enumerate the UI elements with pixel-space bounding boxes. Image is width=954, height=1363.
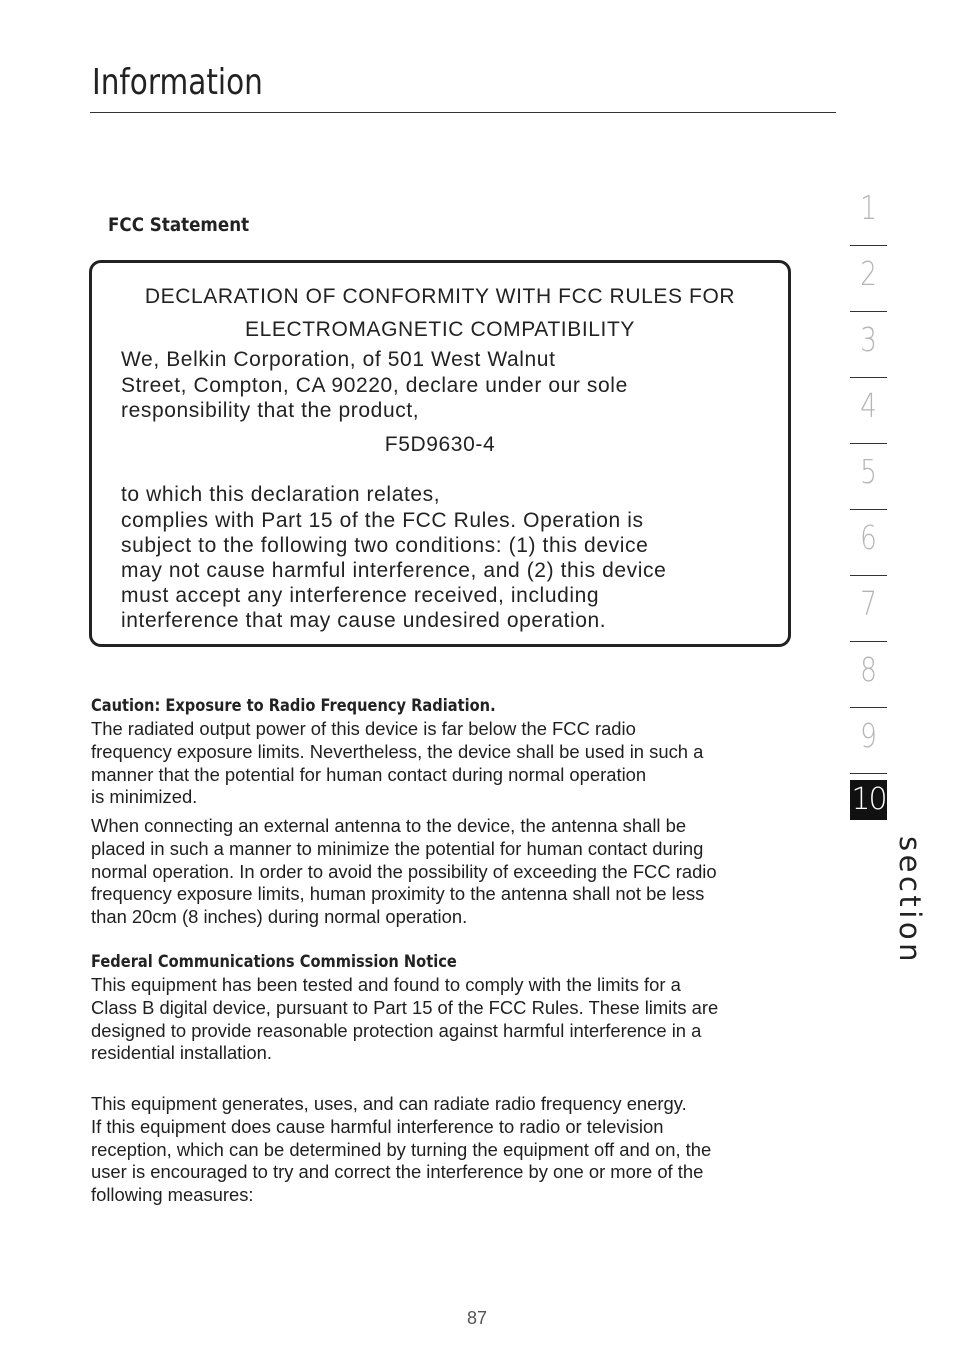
section-tab-number: 4 bbox=[860, 386, 877, 425]
paragraph-line: This equipment has been tested and found to comply with the limits for a bbox=[91, 974, 681, 995]
page-title: Information bbox=[92, 62, 263, 103]
declaration-compliance-line-6: interference that may cause undesired operation. bbox=[121, 609, 607, 632]
paragraph-line: Class B digital device, pursuant to Part 15 of the FCC Rules. These limits are bbox=[91, 996, 719, 1018]
paragraph-line: frequency exposure limits, human proximity to the antenna shall not be less bbox=[91, 883, 705, 905]
paragraph-line: If this equipment does cause harmful interference to radio or television bbox=[91, 1115, 664, 1137]
declaration-heading-line-2: ELECTROMAGNETIC COMPATIBILITY bbox=[245, 318, 635, 341]
section-tab-number: 9 bbox=[860, 716, 877, 755]
section-tab-number: 5 bbox=[860, 452, 877, 491]
declaration-compliance-line-5: must accept any interference received, including bbox=[121, 584, 600, 607]
paragraph-line: user is encouraged to try and correct the interference by one or more of the bbox=[91, 1161, 704, 1183]
declaration-compliance-line-1: to which this declaration relates, bbox=[121, 483, 441, 506]
paragraph-line: This equipment generates, uses, and can radiate radio frequency energy. bbox=[91, 1093, 687, 1114]
fcc-notice-heading: Federal Communications Commission Notice bbox=[91, 952, 457, 972]
declaration-box bbox=[89, 260, 791, 647]
paragraph-line: reception, which can be determined by turning the equipment off and on, the bbox=[91, 1138, 712, 1160]
paragraph-line: than 20cm (8 inches) during normal operation. bbox=[91, 906, 468, 928]
fcc-statement-heading: FCC Statement bbox=[108, 214, 250, 236]
section-tab-10-active[interactable] bbox=[850, 774, 887, 840]
title-rule bbox=[90, 112, 836, 113]
paragraph-line: following measures: bbox=[91, 1184, 254, 1206]
page-number: 87 bbox=[466, 1308, 488, 1328]
section-tab-4[interactable] bbox=[850, 378, 887, 444]
section-tab-number: 7 bbox=[860, 584, 877, 623]
fcc-notice-paragraph-1 bbox=[91, 974, 801, 1065]
declaration-compliance-line-4: may not cause harmful interference, and (2) this device bbox=[121, 559, 667, 582]
section-tab-7[interactable] bbox=[850, 576, 887, 642]
caution-heading: Caution: Exposure to Radio Frequency Radiation. bbox=[91, 696, 496, 716]
declaration-compliance-line-3: subject to the following two conditions: (1) this device bbox=[121, 534, 649, 557]
paragraph-line: placed in such a manner to minimize the potential for human contact during bbox=[91, 837, 704, 859]
paragraph-line: When connecting an external antenna to the device, the antenna shall be bbox=[91, 815, 687, 836]
section-tab-number: 10 bbox=[850, 780, 887, 820]
product-model: F5D9630-4 bbox=[384, 433, 496, 456]
section-tab-6[interactable] bbox=[850, 510, 887, 576]
section-tab-5[interactable] bbox=[850, 444, 887, 510]
declaration-compliance-line-2: complies with Part 15 of the FCC Rules. Operation is bbox=[121, 509, 644, 532]
paragraph-line: is minimized. bbox=[91, 786, 198, 808]
paragraph-line: The radiated output power of this device is far below the FCC radio bbox=[91, 718, 636, 739]
section-label: section bbox=[893, 836, 927, 965]
section-tab-number: 3 bbox=[860, 320, 877, 359]
declaration-intro-line-2: Street, Compton, CA 90220, declare under our sole bbox=[121, 374, 628, 397]
section-tab-number: 1 bbox=[860, 188, 877, 227]
paragraph-line: normal operation. In order to avoid the possibility of exceeding the FCC radio bbox=[91, 860, 717, 882]
paragraph-line: manner that the potential for human contact during normal operation bbox=[91, 763, 647, 785]
paragraph-line: frequency exposure limits. Nevertheless, the device shall be used in such a bbox=[91, 740, 704, 762]
caution-paragraph-2 bbox=[91, 815, 801, 929]
fcc-notice-paragraph-2 bbox=[91, 1093, 801, 1207]
section-tab-3[interactable] bbox=[850, 312, 887, 378]
declaration-intro-line-3: responsibility that the product, bbox=[121, 399, 420, 422]
declaration-intro-line-1: We, Belkin Corporation, of 501 West Walnut bbox=[121, 348, 556, 371]
paragraph-line: designed to provide reasonable protection against harmful interference in a bbox=[91, 1019, 702, 1041]
section-tab-number: 6 bbox=[860, 518, 877, 557]
section-tab-number: 8 bbox=[860, 650, 877, 689]
section-tab-1[interactable] bbox=[850, 180, 887, 246]
section-tab-number: 2 bbox=[860, 254, 877, 293]
paragraph-line: residential installation. bbox=[91, 1042, 272, 1064]
caution-paragraph-1 bbox=[91, 718, 801, 809]
section-tab-2[interactable] bbox=[850, 246, 887, 312]
section-tab-8[interactable] bbox=[850, 642, 887, 708]
section-tab-9[interactable] bbox=[850, 708, 887, 774]
declaration-heading-line-1: DECLARATION OF CONFORMITY WITH FCC RULES FOR bbox=[144, 285, 736, 308]
